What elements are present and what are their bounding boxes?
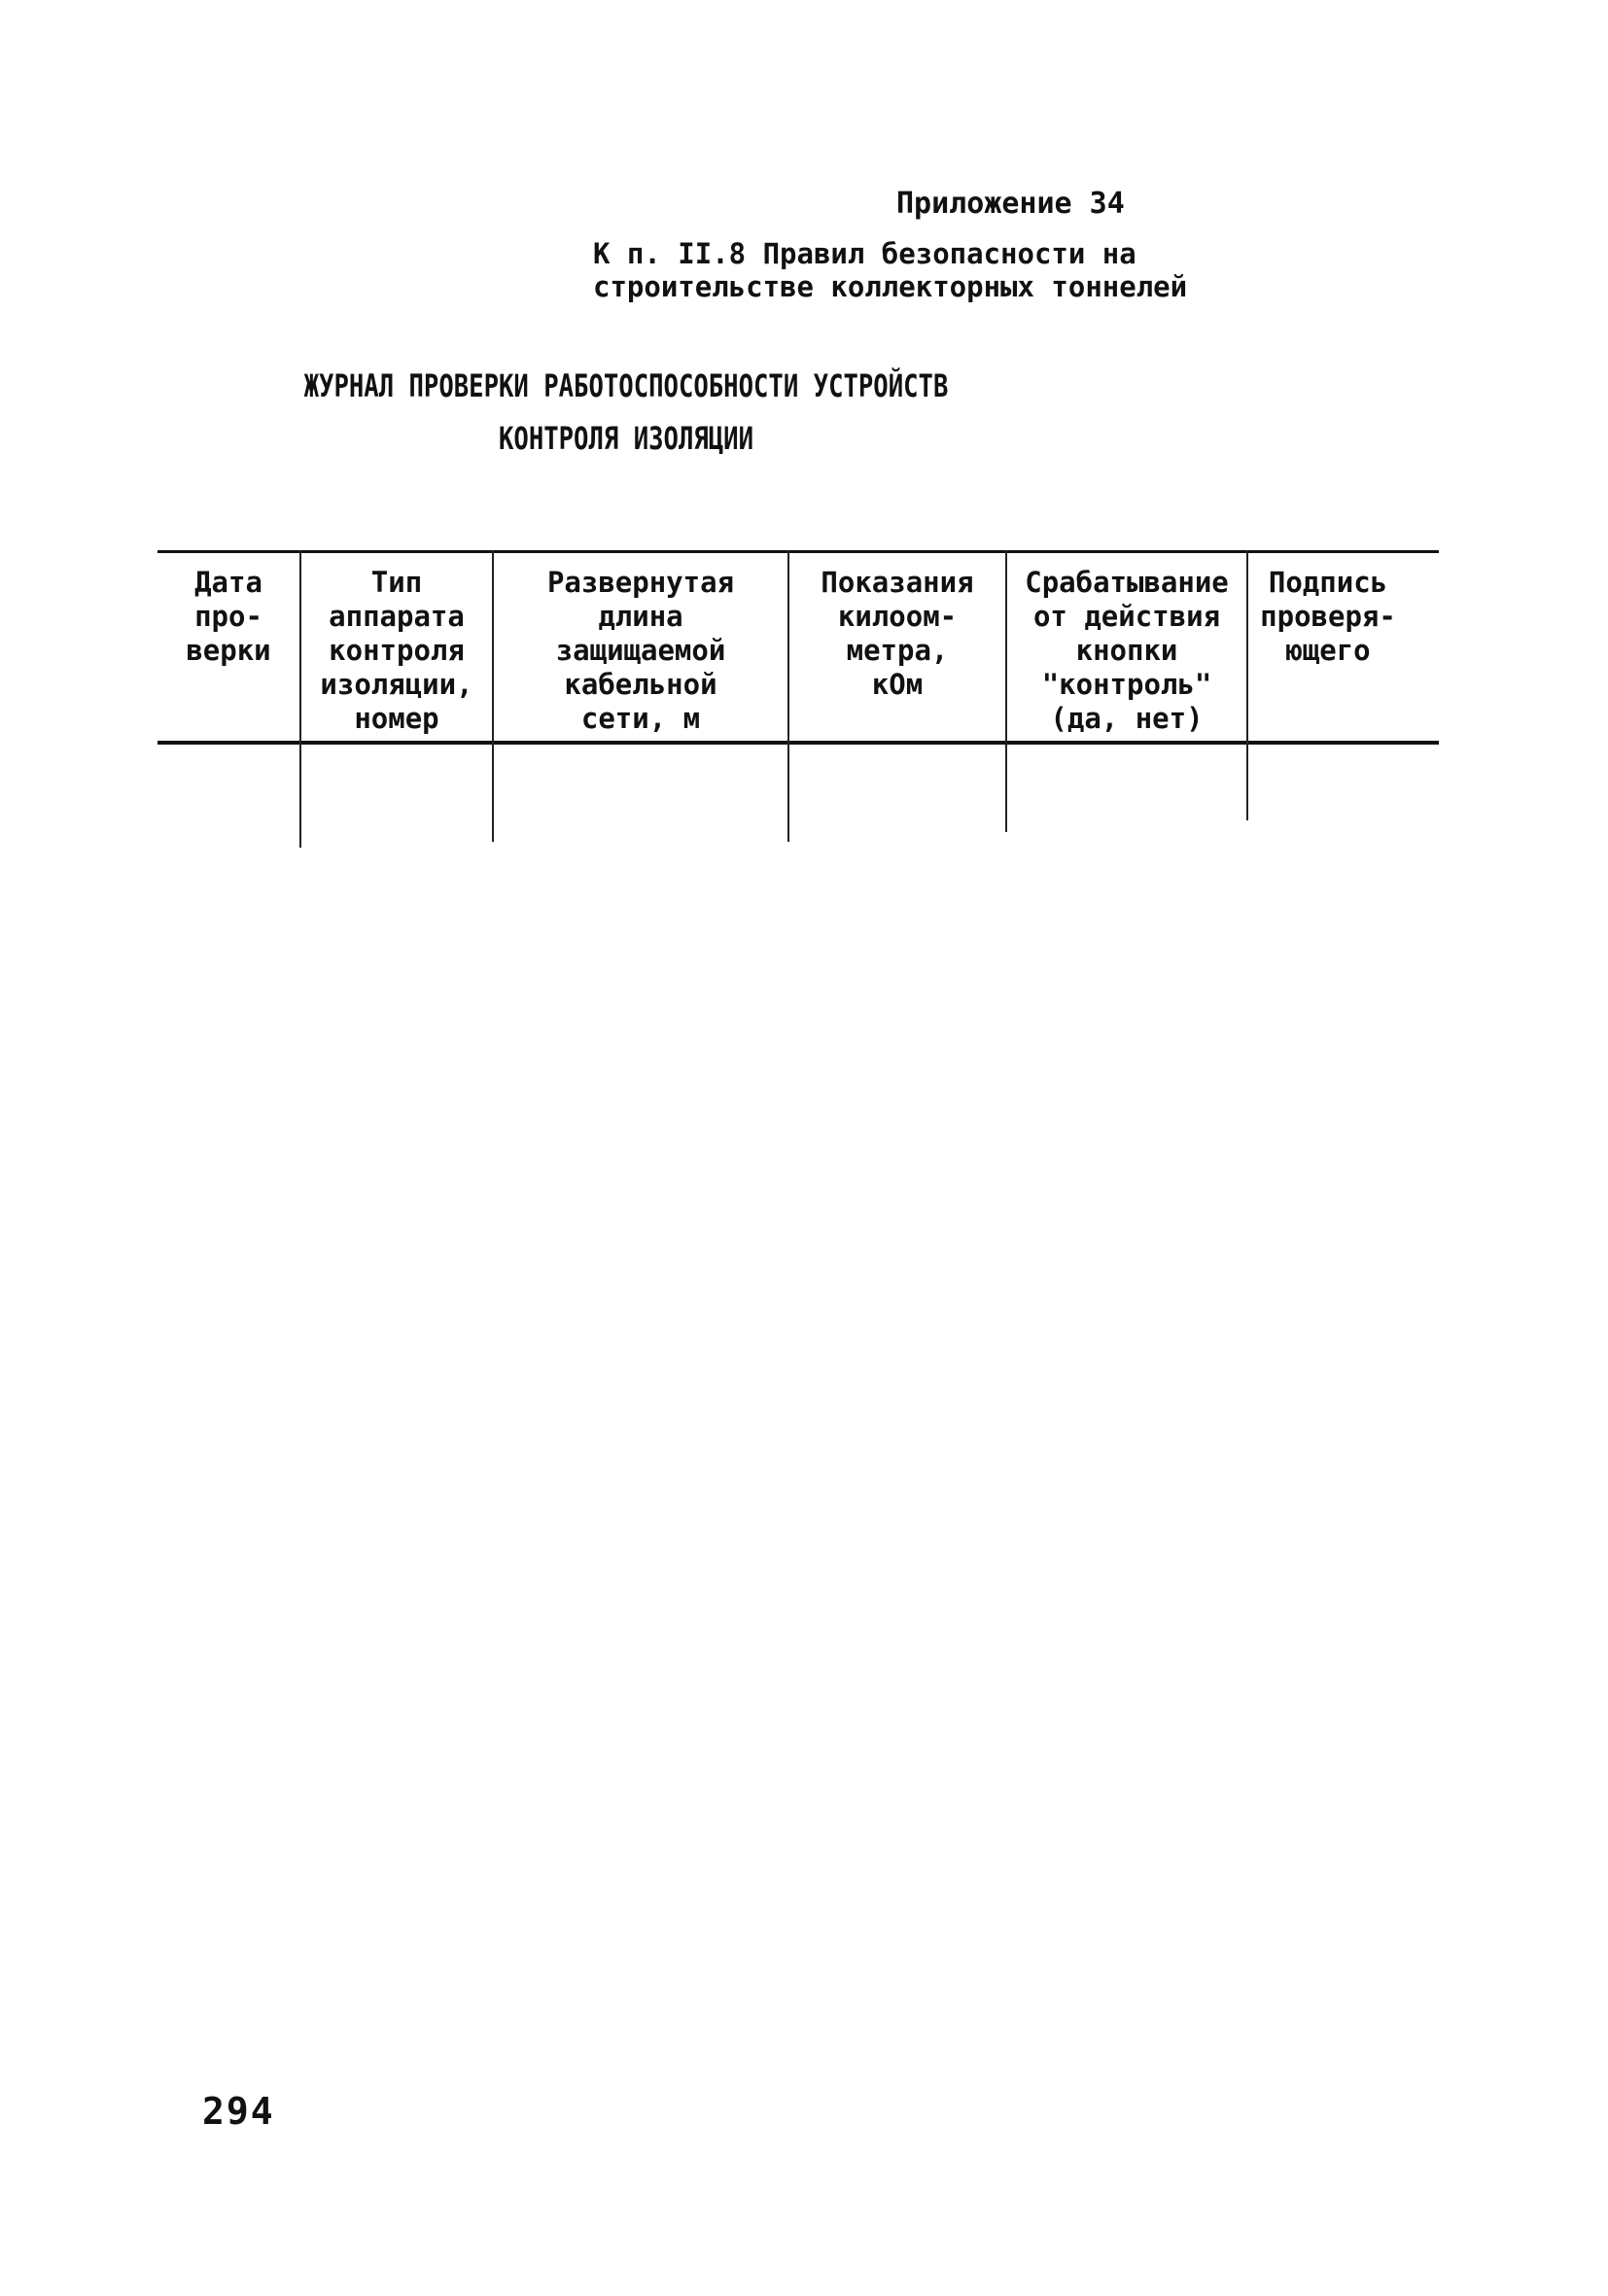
title-line-2: КОНТРОЛЯ ИЗОЛЯЦИИ bbox=[498, 420, 753, 457]
document-title bbox=[292, 360, 961, 465]
header-cell-device-type: Тип аппарата контроля изоляции, номер bbox=[320, 566, 473, 735]
appendix-label: Приложение 34 bbox=[896, 187, 1125, 221]
header-cell-kiloohmmeter-reading: Показания килоом- метра, кОм bbox=[821, 566, 974, 701]
header-cell-test-button-trip: Срабатывание от действия кнопки "контроль" (да, нет) bbox=[1025, 566, 1229, 735]
reference-line-2: строительстве коллекторных тоннелей bbox=[593, 270, 1188, 303]
header-cell-inspector-signature: Подпись проверя- ющего bbox=[1260, 566, 1396, 667]
reference-line-1: К п. II.8 Правил безопасности на bbox=[593, 237, 1136, 270]
page-number: 294 bbox=[202, 2090, 275, 2133]
reference-note bbox=[593, 237, 1187, 303]
header-cell-date: Дата про- верки bbox=[186, 566, 271, 667]
journal-table bbox=[157, 550, 1439, 842]
header-cell-network-length: Развернутая длина защищаемой кабельной сети, м bbox=[546, 566, 735, 735]
title-line-1: ЖУРНАЛ ПРОВЕРКИ РАБОТОСПОСОБНОСТИ УСТРОЙСТВ bbox=[303, 367, 949, 404]
